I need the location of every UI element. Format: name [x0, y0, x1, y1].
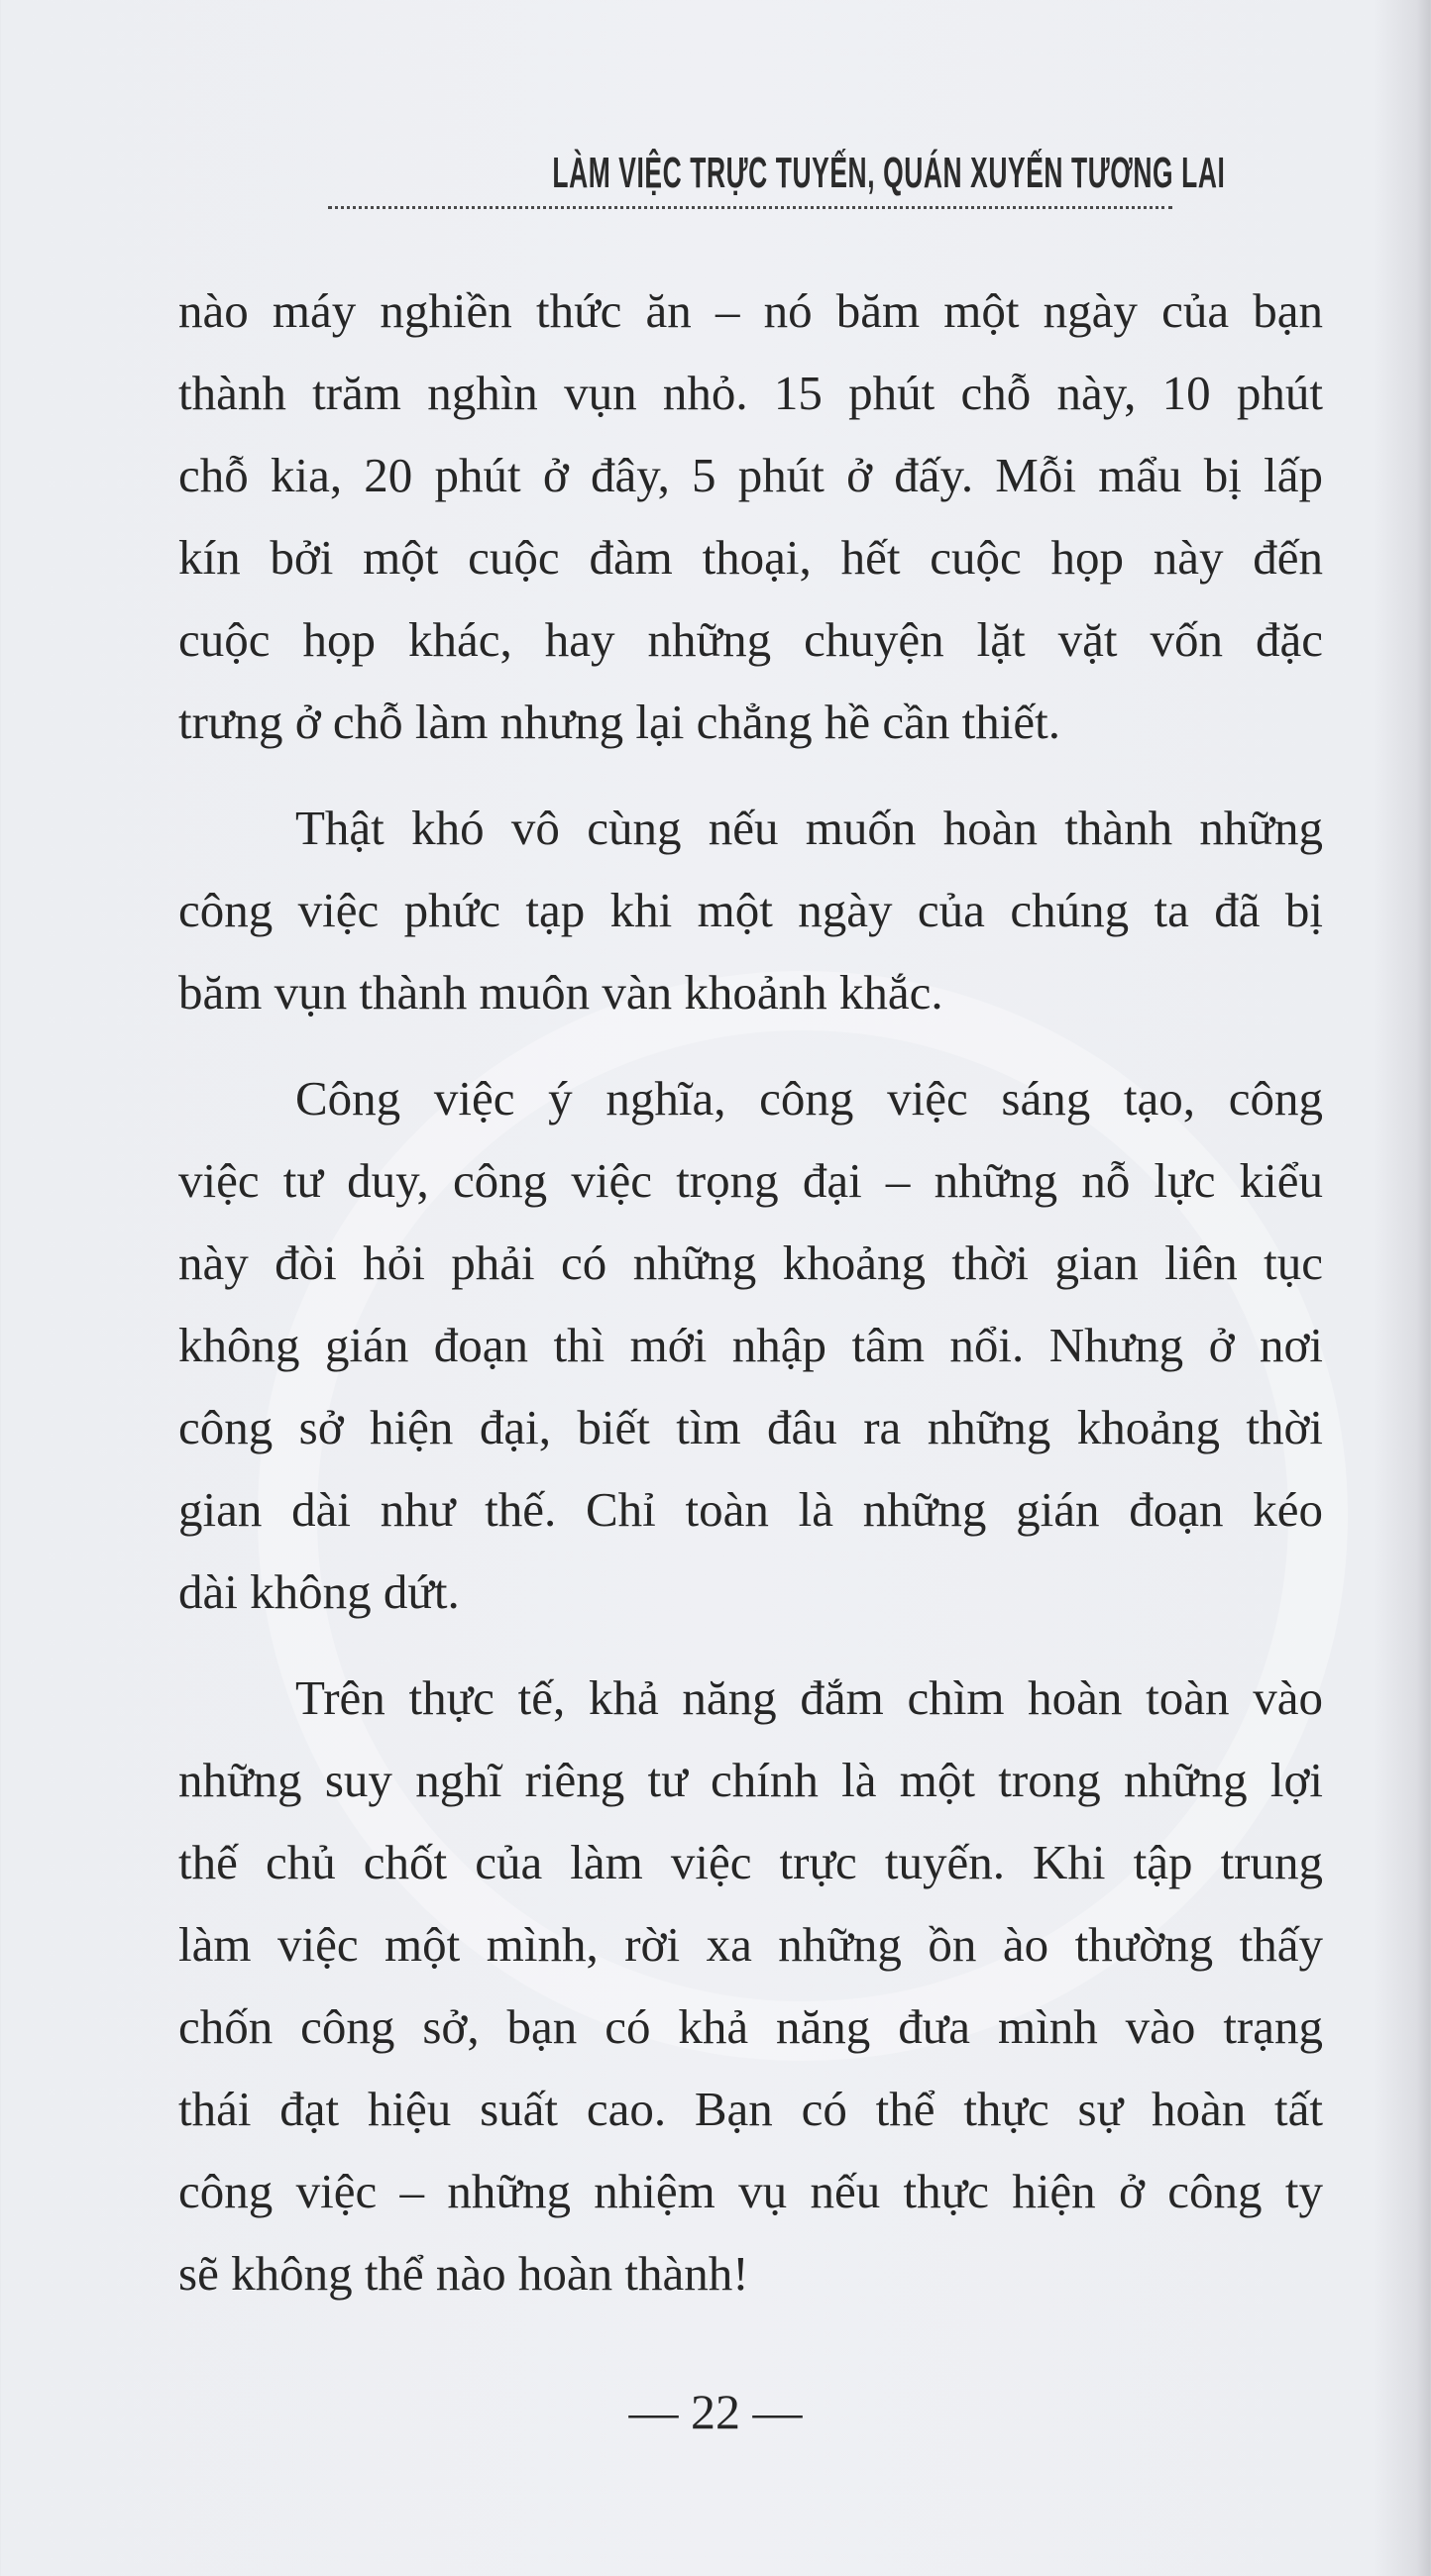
text-line: này đòi hỏi phải có những khoảng thời gian liên tục	[178, 1235, 1323, 1290]
text-line: dài không dứt.	[178, 1564, 460, 1619]
text-line: kín bởi một cuộc đàm thoại, hết cuộc họp này đến	[178, 530, 1323, 585]
text-line: công việc – những nhiệm vụ nếu thực hiện ở công ty	[178, 2164, 1323, 2218]
paragraph-4	[178, 1657, 1323, 2314]
text-line: Công việc ý nghĩa, công việc sáng tạo, công	[295, 1071, 1323, 1126]
body-text	[178, 269, 1323, 2338]
text-line: thành trăm nghìn vụn nhỏ. 15 phút chỗ này, 10 phút	[178, 366, 1323, 420]
text-line: công sở hiện đại, biết tìm đâu ra những khoảng thời	[178, 1400, 1323, 1454]
page-number: — 22 —	[628, 2384, 803, 2439]
running-head-title: LÀM VIỆC TRỰC TUYẾN, QUÁN XUYẾN TƯƠNG LAI	[552, 149, 1226, 197]
text-line: cuộc họp khác, hay những chuyện lặt vặt vốn đặc	[178, 612, 1323, 667]
text-line: gian dài như thế. Chỉ toàn là những gián đoạn kéo	[178, 1482, 1323, 1537]
header-dotted-rule	[328, 206, 1172, 209]
text-line: công việc phức tạp khi một ngày của chúng ta đã bị	[178, 883, 1323, 937]
text-line: làm việc một mình, rời xa những ồn ào thường thấy	[178, 1917, 1323, 1972]
text-line: trưng ở chỗ làm nhưng lại chẳng hề cần thiết.	[178, 695, 1060, 749]
text-line: những suy nghĩ riêng tư chính là một trong những lợi	[178, 1753, 1323, 1807]
paragraph-2	[178, 787, 1323, 1033]
paragraph-1	[178, 269, 1323, 763]
text-line: Thật khó vô cùng nếu muốn hoàn thành những	[295, 801, 1323, 855]
text-line: chốn công sở, bạn có khả năng đưa mình vào trạng	[178, 1999, 1323, 2054]
text-line: thế chủ chốt của làm việc trực tuyến. Khi tập trung	[178, 1835, 1323, 1889]
text-line: không gián đoạn thì mới nhập tâm nổi. Nhưng ở nơi	[178, 1318, 1323, 1372]
text-line: nào máy nghiền thức ăn – nó băm một ngày của bạn	[178, 283, 1323, 338]
text-line: sẽ không thể nào hoàn thành!	[178, 2246, 749, 2301]
text-line: thái đạt hiệu suất cao. Bạn có thể thực sự hoàn tất	[178, 2082, 1323, 2136]
text-line: việc tư duy, công việc trọng đại – những nỗ lực kiểu	[178, 1153, 1323, 1208]
paragraph-3	[178, 1057, 1323, 1633]
text-line: băm vụn thành muôn vàn khoảnh khắc.	[178, 965, 943, 1020]
text-line: Trên thực tế, khả năng đắm chìm hoàn toàn vào	[295, 1670, 1323, 1725]
running-head	[328, 149, 1226, 204]
text-line: chỗ kia, 20 phút ở đây, 5 phút ở đấy. Mỗi mẩu bị lấp	[178, 448, 1323, 502]
